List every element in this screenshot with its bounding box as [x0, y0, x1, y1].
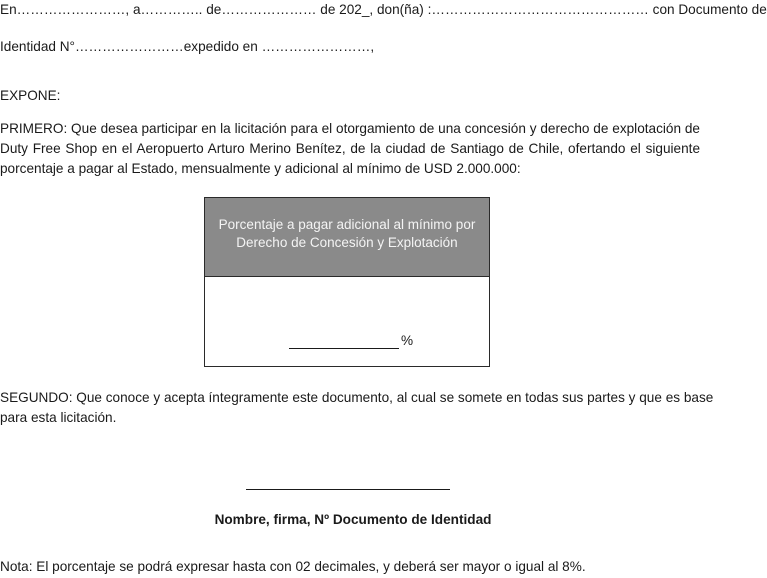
- percentage-blank-line[interactable]: [289, 348, 399, 349]
- segundo-line-2: para esta licitación.: [0, 410, 117, 425]
- signature-caption: Nombre, firma, Nº Documento de Identidad: [214, 512, 492, 527]
- segundo-paragraph: [0, 388, 714, 428]
- percentage-box: [204, 197, 490, 367]
- primero-paragraph: [0, 119, 700, 179]
- header-en: En: [0, 2, 17, 17]
- header-line-1: [0, 1, 767, 18]
- primero-line-3: porcentaje a pagar al Estado, mensualmente y adicional al mínimo de USD 2.000.000:: [0, 161, 521, 176]
- primero-line-2: Duty Free Shop en el Aeropuerto Arturo Merino Benítez, de la ciudad de Santiago de Chile, ofertando el siguiente: [0, 141, 700, 156]
- header-city-blank: ……………………, a: [16, 2, 141, 17]
- segundo-line-1: SEGUNDO: Que conoce y acepta íntegramente este documento, al cual se somete en todas sus partes y que es base: [0, 390, 714, 405]
- signature-line[interactable]: [246, 489, 450, 490]
- percent-sign: %: [401, 333, 414, 348]
- header-day-blank: ………….. de: [140, 2, 222, 17]
- header-month-year-name: ………………… de 202_, don(ña) :: [221, 2, 432, 17]
- primero-line-1: PRIMERO: Que desea participar en la licitación para el otorgamiento de una concesión y derecho de explotación de: [0, 121, 700, 136]
- header-name-blank: ………………………………………… con Documento de: [431, 2, 767, 17]
- expone-label: EXPONE:: [0, 88, 61, 103]
- percentage-box-header-line-1: Porcentaje a pagar adicional al mínimo por: [218, 217, 476, 232]
- header-line-2: Identidad N°……………………expedido en ……………………,: [0, 39, 375, 54]
- percentage-box-header: [205, 198, 489, 277]
- percentage-box-header-line-2: Derecho de Concesión y Explotación: [236, 235, 458, 250]
- note-text: Nota: El porcentaje se podrá expresar hasta con 02 decimales, y deberá ser mayor o igual al 8%.: [0, 559, 586, 574]
